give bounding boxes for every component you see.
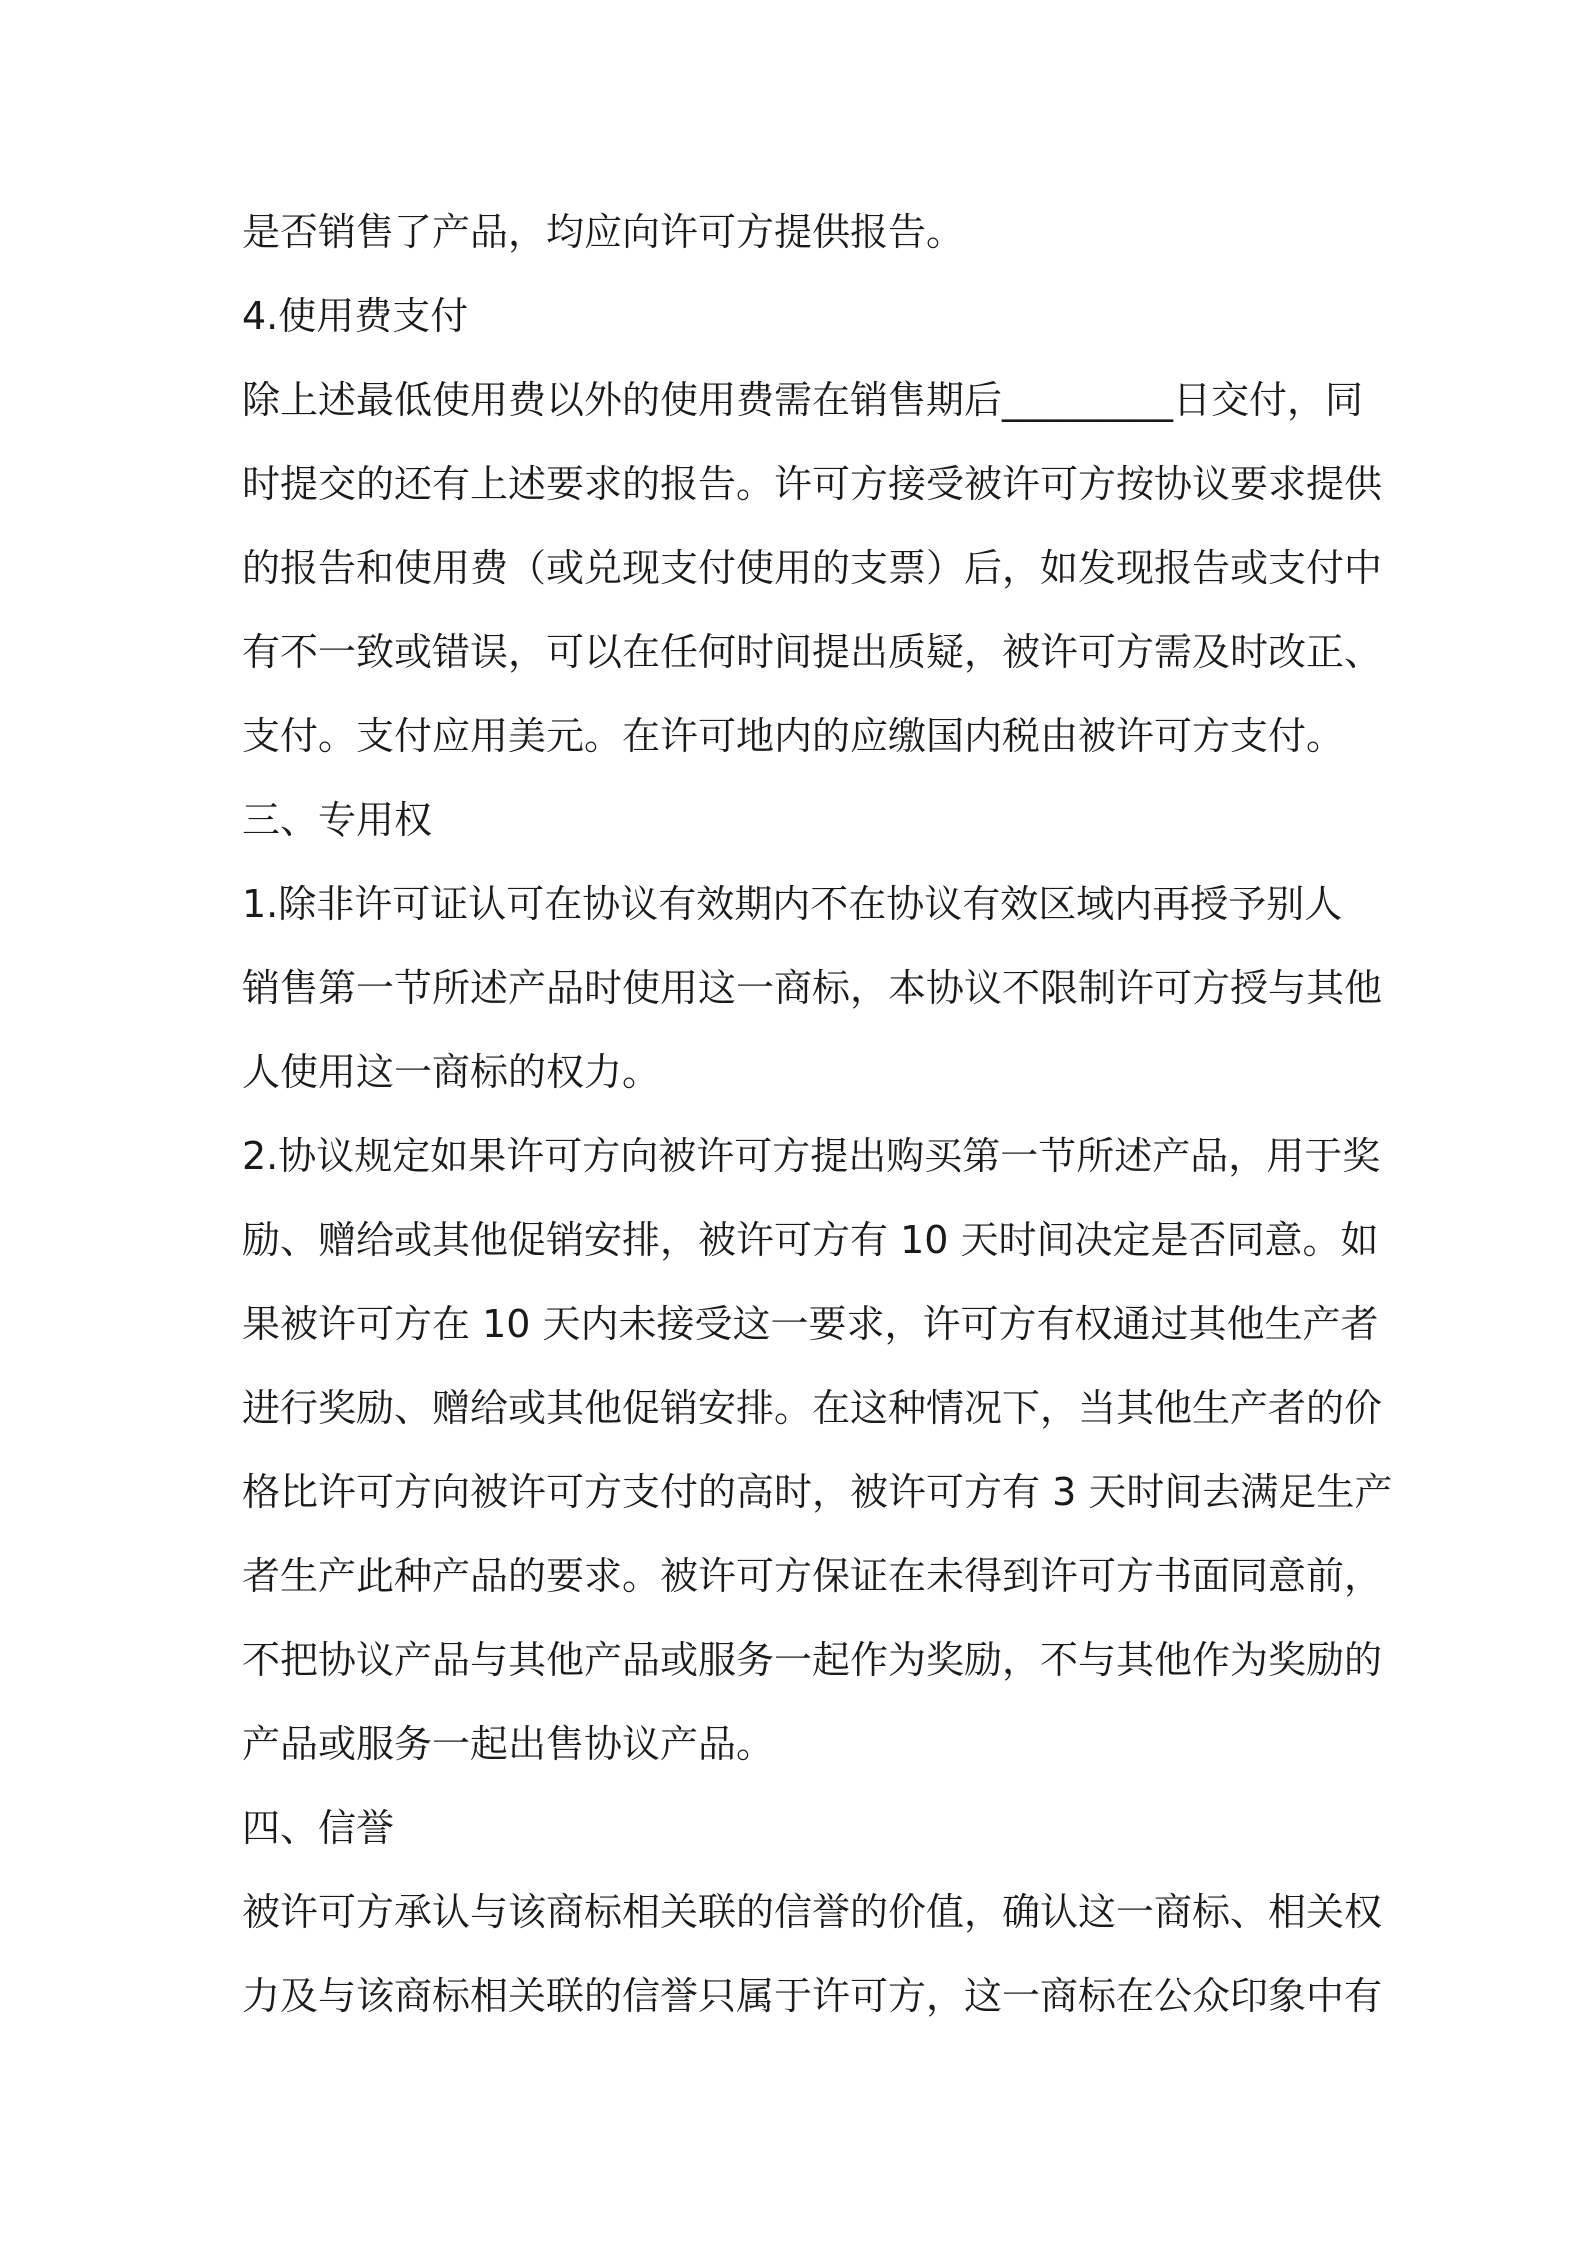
text-line: 力及与该商标相关联的信誉只属于许可方，这一商标在公众印象中有	[242, 1974, 1383, 2018]
section-heading: 4.使用费支付	[242, 294, 469, 338]
text-line: 格比许可方向被许可方支付的高时，被许可方有 3 天时间去满足生产	[242, 1470, 1393, 1514]
text-line: 被许可方承认与该商标相关联的信誉的价值，确认这一商标、相关权	[242, 1890, 1383, 1934]
text-line: 支付。支付应用美元。在许可地内的应缴国内税由被许可方支付。	[242, 714, 1345, 758]
text-line: 进行奖励、赠给或其他促销安排。在这种情况下，当其他生产者的价	[242, 1386, 1383, 1430]
document-body	[242, 190, 1393, 2038]
text-line: 励、赠给或其他促销安排，被许可方有 10 天时间决定是否同意。如	[242, 1218, 1379, 1262]
text-line: 是否销售了产品，均应向许可方提供报告。	[242, 210, 965, 254]
text-line: 的报告和使用费（或兑现支付使用的支票）后，如发现报告或支付中	[242, 546, 1383, 590]
text-line: 者生产此种产品的要求。被许可方保证在未得到许可方书面同意前，	[242, 1554, 1383, 1598]
text-line: 有不一致或错误，可以在任何时间提出质疑，被许可方需及时改正、	[242, 630, 1383, 674]
text-line: 2.协议规定如果许可方向被许可方提出购买第一节所述产品，用于奖	[242, 1134, 1381, 1178]
text-line: 不把协议产品与其他产品或服务一起作为奖励，不与其他作为奖励的	[242, 1638, 1383, 1682]
text-line: 销售第一节所述产品时使用这一商标，本协议不限制许可方授与其他	[242, 966, 1383, 1010]
text-line: 1.除非许可证认可在协议有效期内不在协议有效区域内再授予别人	[242, 882, 1343, 926]
text-line: 时提交的还有上述要求的报告。许可方接受被许可方按协议要求提供	[242, 462, 1383, 506]
text-line: 果被许可方在 10 天内未接受这一要求，许可方有权通过其他生产者	[242, 1302, 1379, 1346]
text-line: 产品或服务一起出售协议产品。	[242, 1722, 775, 1766]
text-line: 除上述最低使用费以外的使用费需在销售期后_________日交付，同	[242, 378, 1364, 422]
section-heading: 三、专用权	[242, 798, 433, 842]
section-heading: 四、信誉	[242, 1806, 395, 1850]
text-line: 人使用这一商标的权力。	[242, 1050, 661, 1094]
